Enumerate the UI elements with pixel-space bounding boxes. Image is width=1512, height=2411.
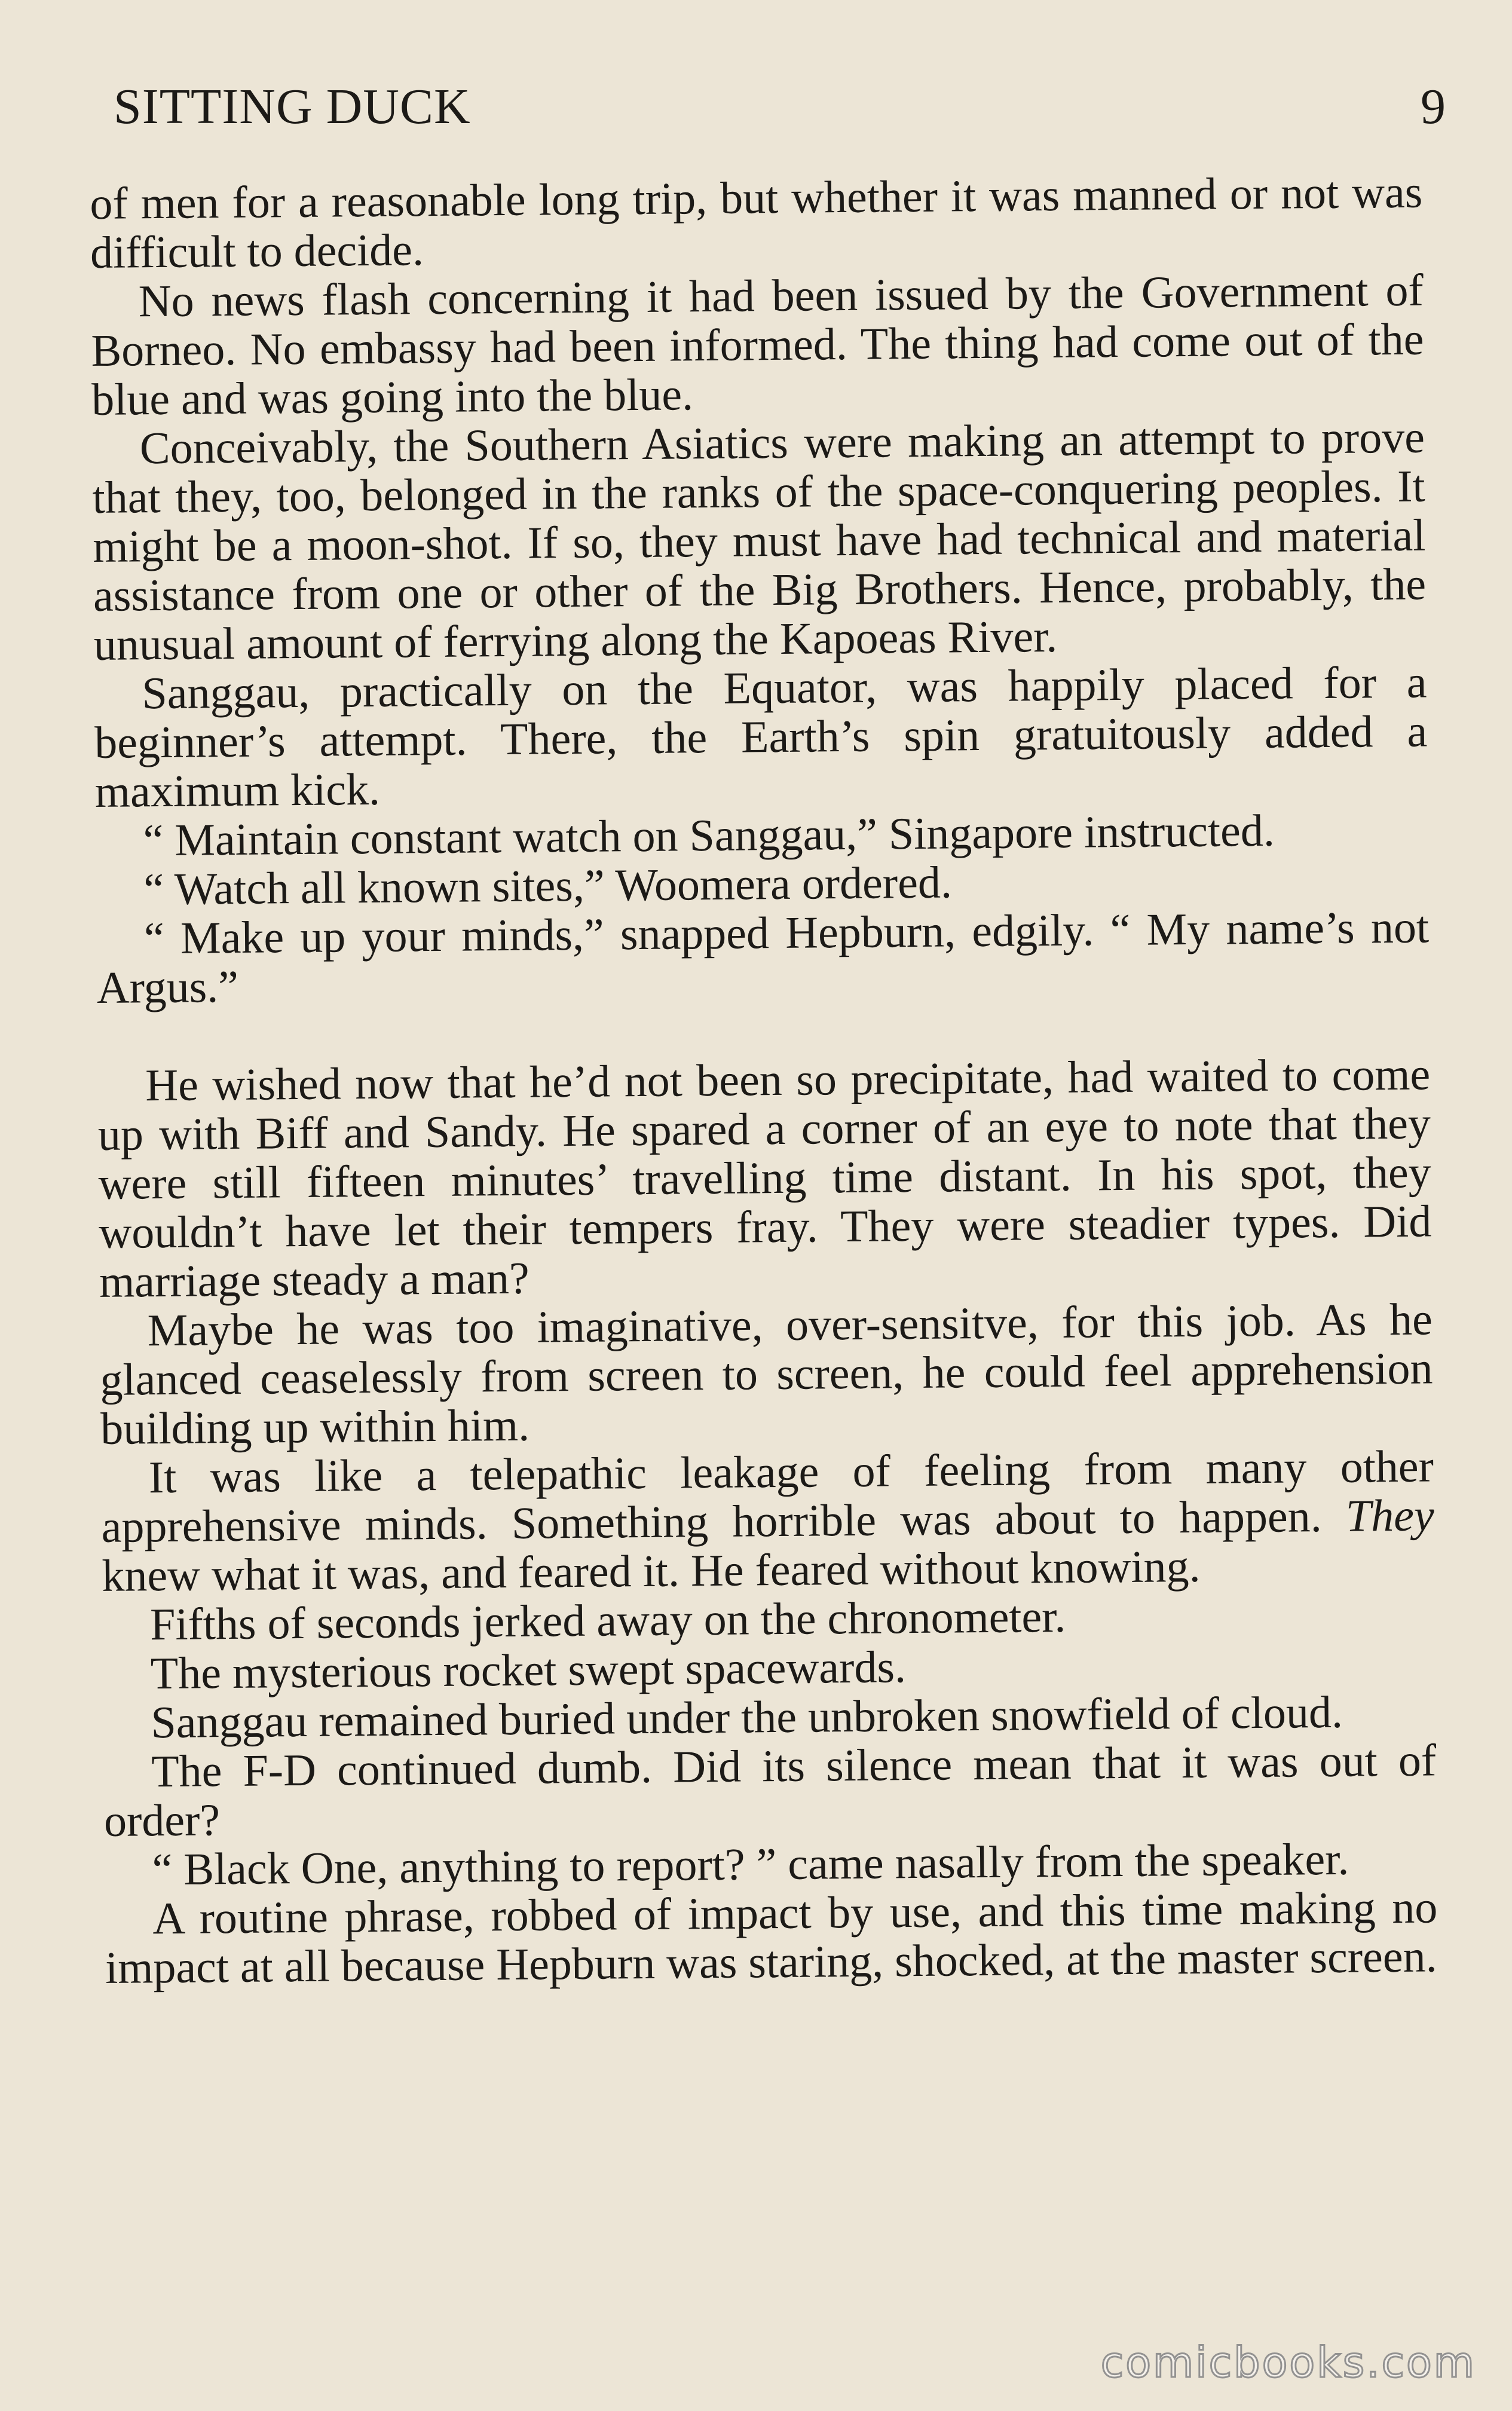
paragraph: Maybe he was too imaginative, over-sensitve, for this job. As he glanced ceaselessly from screen to screen, he could feel apprehension building up within him. bbox=[100, 1294, 1433, 1454]
italic-word: They bbox=[1345, 1490, 1434, 1541]
running-title: SITTING DUCK bbox=[114, 79, 471, 134]
paragraph: A routine phrase, robbed of impact by use, and this time making no impact at all because Hepburn was staring, shocked, at the master screen. bbox=[105, 1882, 1438, 1993]
paragraph: Sanggau remained buried under the unbroken snowfield of cloud. bbox=[151, 1687, 1343, 1748]
text-body bbox=[90, 168, 1438, 1993]
running-head bbox=[114, 78, 1446, 143]
paragraph: “ Black One, anything to report? ” came nasally from the speaker. bbox=[152, 1834, 1349, 1895]
paragraph-text: knew what it was, and feared it. He feared without knowing. bbox=[102, 1541, 1201, 1601]
paragraph: The F-D continued dumb. Did its silence mean that it was out of order? bbox=[103, 1735, 1437, 1846]
paragraph: No news flash concerning it had been issued by the Government of Borneo. No embassy had been informed. The thing had come out of the blue and was going into the blue. bbox=[91, 265, 1424, 425]
paragraph: The mysterious rocket swept spacewards. bbox=[150, 1642, 907, 1699]
paragraph: Conceivably, the Southern Asiatics were making an attempt to prove that they, too, belonged in the ranks of the space-conquering peoples. It might be a moon-shot. If so, they must have had technical and material assistance from one or other of the Big Brothers. Hence, probably, the unusual amount of ferrying along the Kapoeas River. bbox=[92, 412, 1427, 670]
paragraph: “ Make up your minds,” snapped Hepburn, edgily. “ My name’s not Argus.” bbox=[96, 902, 1430, 1013]
paragraph-text: It was like a telepathic leakage of feeling from many other apprehensive minds. Something horrible was about to happen. bbox=[101, 1441, 1434, 1552]
paragraph: of men for a reasonable long trip, but whether it was manned or not was difficult to decide. bbox=[89, 167, 1423, 278]
paragraph: Fifths of seconds jerked away on the chronometer. bbox=[149, 1591, 1066, 1650]
watermark: comicbooks.com bbox=[1100, 2338, 1476, 2387]
paragraph bbox=[101, 1442, 1435, 1600]
paragraph: He wished now that he’d not been so precipitate, had waited to come up with Biff and Sandy. He spared a corner of an eye to note that they were still fifteen minutes’ travelling time distant. In his spot, they wouldn’t have let their tempers fray. They were steadier types. Did marriage steady a man? bbox=[97, 1049, 1432, 1307]
page-number: 9 bbox=[1421, 79, 1446, 134]
paragraph: Sanggau, practically on the Equator, was happily placed for a beginner’s attempt. There, the Earth’s spin gratuitously added a maximum kick. bbox=[94, 657, 1428, 817]
paragraph: “ Watch all known sites,” Woomera ordered. bbox=[143, 857, 953, 915]
paragraph: “ Maintain constant watch on Sanggau,” Singapore instructed. bbox=[143, 805, 1275, 866]
